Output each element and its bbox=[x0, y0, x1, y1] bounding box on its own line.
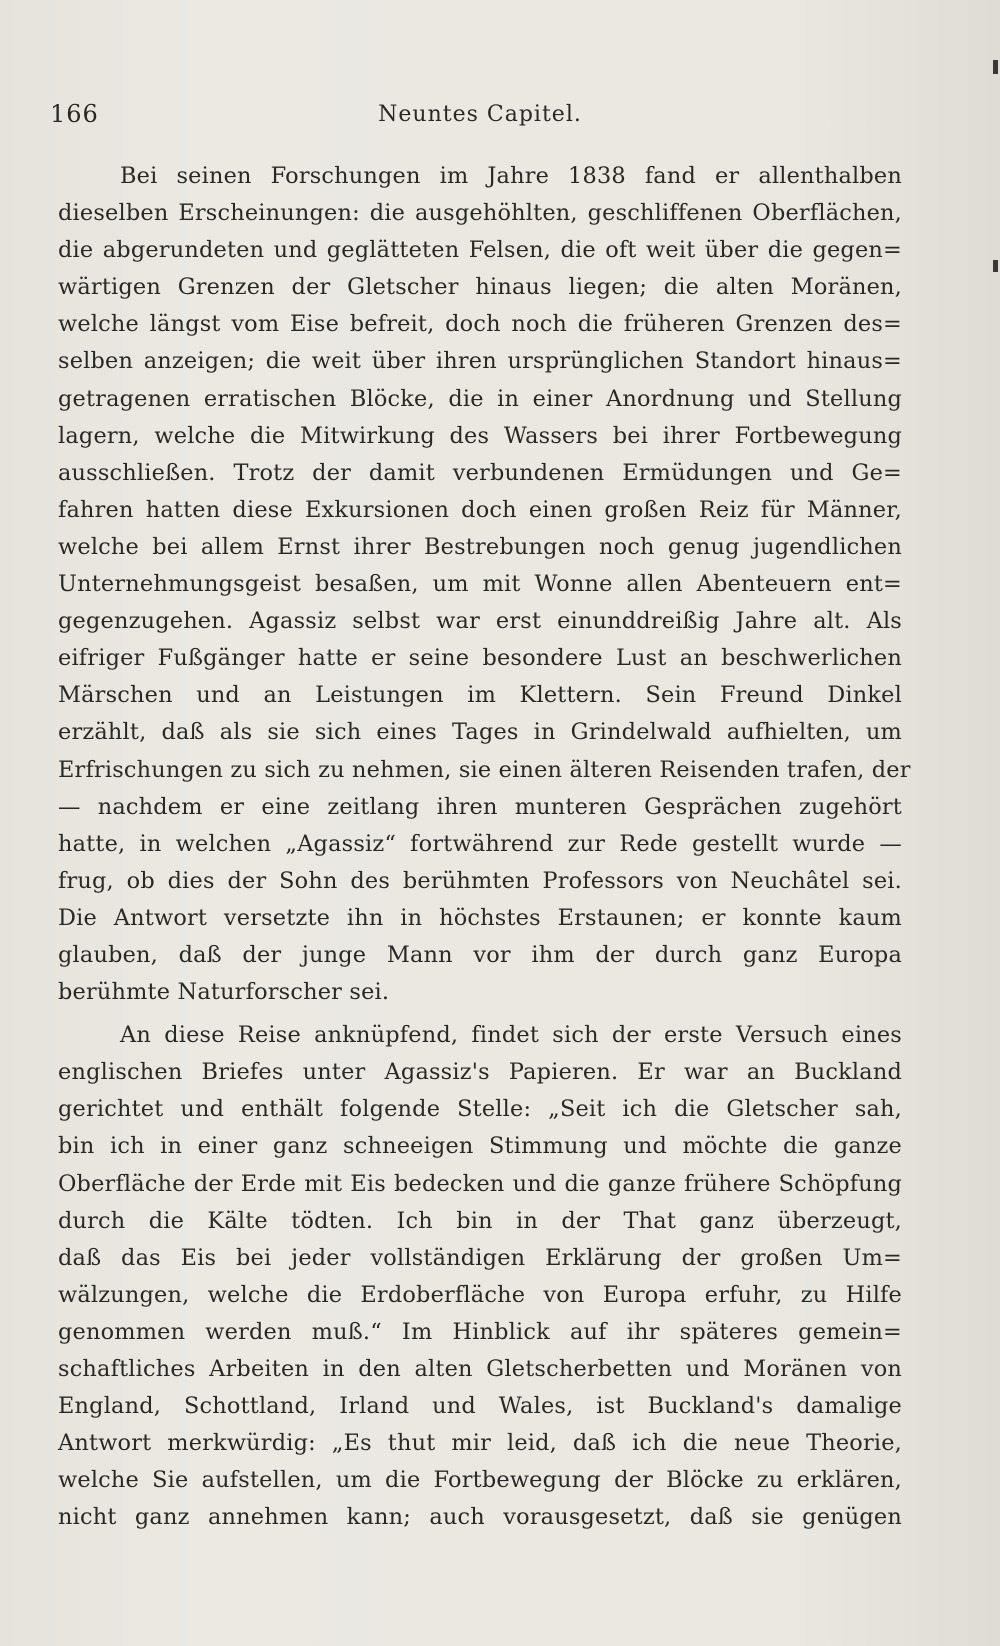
running-head: Neuntes Capitel. bbox=[378, 102, 582, 127]
text-line: englischen Briefes unter Agassiz's Papieren. Er war an Buckland bbox=[58, 1059, 902, 1086]
text-line: bin ich in einer ganz schneeigen Stimmung und möchte die ganze bbox=[58, 1133, 902, 1160]
text-line: gegenzugehen. Agassiz selbst war erst einunddreißig Jahre alt. Als bbox=[58, 608, 902, 635]
text-line: An diese Reise anknüpfend, findet sich der erste Versuch eines bbox=[120, 1022, 902, 1049]
text-line: nicht ganz annehmen kann; auch vorausgesetzt, daß sie genügen bbox=[58, 1504, 902, 1531]
text-line: — nachdem er eine zeitlang ihren munteren Gesprächen zugehört bbox=[58, 793, 902, 820]
text-line: welche längst vom Eise befreit, doch noch die früheren Grenzen des= bbox=[58, 311, 902, 338]
page-edge-mark bbox=[993, 260, 998, 272]
text-line: England, Schottland, Irland und Wales, ist Buckland's damalige bbox=[58, 1393, 902, 1420]
text-line: eifriger Fußgänger hatte er seine besondere Lust an beschwerlichen bbox=[58, 645, 902, 672]
text-line: Erfrischungen zu sich zu nehmen, sie einen älteren Reisenden trafen, der bbox=[58, 756, 911, 783]
text-line: Unternehmungsgeist besaßen, um mit Wonne allen Abenteuern ent= bbox=[58, 571, 902, 598]
page-edge-mark bbox=[993, 60, 998, 74]
text-line: frug, ob dies der Sohn des berühmten Professors von Neuchâtel sei. bbox=[58, 867, 902, 894]
text-line: wärtigen Grenzen der Gletscher hinaus liegen; die alten Moränen, bbox=[58, 274, 902, 301]
text-line: dieselben Erscheinungen: die ausgehöhlten, geschliffenen Oberflächen, bbox=[58, 200, 902, 227]
page-header bbox=[50, 100, 910, 130]
text-line: schaftliches Arbeiten in den alten Gletscherbetten und Moränen von bbox=[58, 1356, 902, 1382]
text-line: ausschließen. Trotz der damit verbundenen Ermüdungen und Ge= bbox=[58, 459, 902, 486]
body-text bbox=[58, 158, 911, 1536]
paragraph bbox=[58, 158, 911, 1011]
text-line: die abgerundeten und geglätteten Felsen, die oft weit über die gegen= bbox=[58, 237, 902, 264]
text-line: welche bei allem Ernst ihrer Bestrebungen noch genug jugendlichen bbox=[58, 533, 902, 560]
text-line: selben anzeigen; die weit über ihren ursprünglichen Standort hinaus= bbox=[58, 348, 902, 375]
text-line: wälzungen, welche die Erdoberfläche von Europa erfuhr, zu Hilfe bbox=[58, 1281, 902, 1308]
text-line: genommen werden muß.“ Im Hinblick auf ihr späteres gemein= bbox=[58, 1318, 902, 1345]
text-line: Die Antwort versetzte ihn in höchstes Erstaunen; er konnte kaum bbox=[58, 904, 902, 931]
paragraph bbox=[58, 1017, 902, 1536]
text-line: berühmte Naturforscher sei. bbox=[58, 979, 390, 1006]
text-line: daß das Eis bei jeder vollständigen Erklärung der großen Um= bbox=[58, 1244, 902, 1271]
page-number: 166 bbox=[50, 100, 99, 128]
text-line: Oberfläche der Erde mit Eis bedecken und die ganze frühere Schöpfung bbox=[58, 1170, 902, 1197]
text-line: durch die Kälte tödten. Ich bin in der That ganz überzeugt, bbox=[58, 1207, 902, 1234]
text-line: gerichtet und enthält folgende Stelle: „Seit ich die Gletscher sah, bbox=[58, 1096, 902, 1123]
text-line: getragenen erratischen Blöcke, die in einer Anordnung und Stellung bbox=[58, 385, 902, 412]
text-line: Antwort merkwürdig: „Es thut mir leid, daß ich die neue Theorie, bbox=[58, 1430, 902, 1457]
text-line: fahren hatten diese Exkursionen doch einen großen Reiz für Männer, bbox=[58, 496, 902, 523]
text-line: Bei seinen Forschungen im Jahre 1838 fand er allenthalben bbox=[120, 163, 902, 189]
text-line: erzählt, daß als sie sich eines Tages in Grindelwald aufhielten, um bbox=[58, 719, 902, 746]
text-line: hatte, in welchen „Agassiz“ fortwährend zur Rede gestellt wurde — bbox=[58, 830, 902, 857]
text-line: lagern, welche die Mitwirkung des Wassers bei ihrer Fortbewegung bbox=[58, 422, 902, 449]
text-line: welche Sie aufstellen, um die Fortbewegung der Blöcke zu erklären, bbox=[58, 1467, 902, 1494]
text-line: Märschen und an Leistungen im Klettern. Sein Freund Dinkel bbox=[58, 682, 902, 709]
text-line: glauben, daß der junge Mann vor ihm der durch ganz Europa bbox=[58, 941, 902, 968]
